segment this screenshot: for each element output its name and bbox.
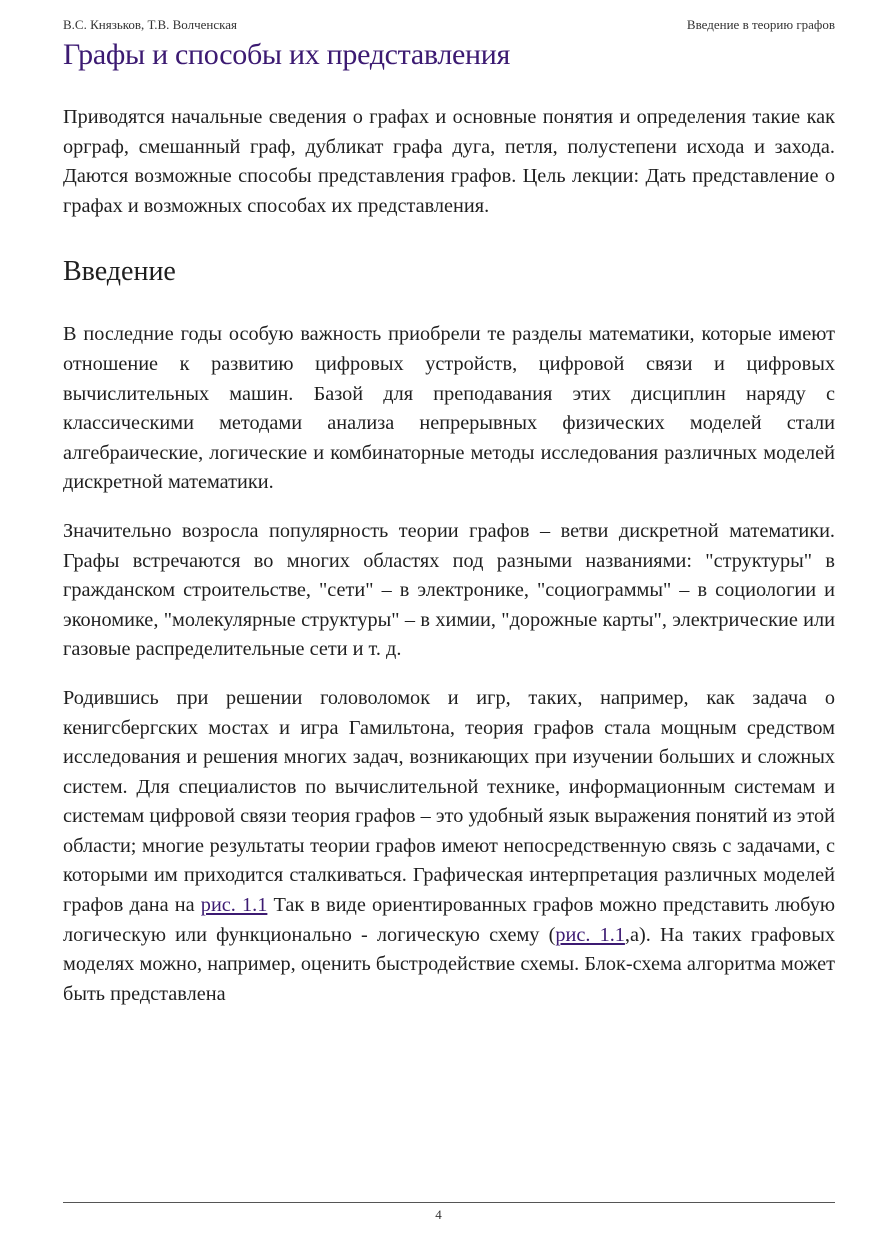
page-content bbox=[63, 103, 835, 1009]
figure-link[interactable]: рис. 1.1 bbox=[200, 894, 268, 917]
abstract-paragraph: Приводятся начальные сведения о графах и основные понятия и определения такие как орграф, смешанный граф, дубликат графа дуга, петля, полустепени исхода и захода. Даются возможные способы представления графов. Цель лекции: Дать представление о графах и возможных способах их представления. bbox=[63, 106, 835, 217]
intro-paragraph-2: Значительно возросла популярность теории графов – ветви дискретной математики. Графы встречаются во многих областях под разными названиями: "структуры" в гражданском строительстве, "сети" – в электронике, "социограммы" – в социологии и экономике, "молекулярные структуры" – в химии, "дорожные карты", электрические или газовые распределительные сети и т. д. bbox=[63, 519, 835, 661]
page-header bbox=[63, 17, 835, 33]
lecture-title: Графы и способы их представления bbox=[63, 38, 511, 71]
paragraph-text: Родившись при решении головоломок и игр, таких, например, как задача о кенигсбергских мостах и игра Гамильтона, теория графов стала мощным средством исследования и решения многих задач, возникающих при изучении больших и сложных систем. Для специалистов по вычислительной технике, информационным системам и системам цифровой связи теория графов – это удобный язык выражения понятий из этой области; многие результаты теории графов имеют непосредственную связь с задачами, с которыми им приходится сталкиваться. Графическая интерпретация различных моделей графов дана на bbox=[63, 686, 835, 917]
paragraph-text: ,а). На таких графовых моделях можно, например, оценить быстродействие схемы. Блок-схема алгоритма может быть представлена bbox=[63, 923, 835, 1005]
paragraph-text: Так в виде ориентированных графов можно представить любую логическую или функционально - логическую схему ( bbox=[63, 894, 836, 946]
header-course-title: Введение в теорию графов bbox=[686, 17, 835, 32]
footer-divider bbox=[63, 1202, 835, 1203]
section-heading: Введение bbox=[63, 256, 176, 288]
intro-paragraph-3 bbox=[63, 684, 835, 1010]
figure-link[interactable]: рис. 1.1 bbox=[555, 923, 625, 946]
page-number: 4 bbox=[435, 1207, 442, 1222]
header-authors: В.С. Князьков, Т.В. Волченская bbox=[63, 17, 238, 32]
intro-paragraph-1: В последние годы особую важность приобрели те разделы математики, которые имеют отношение к развитию цифровых устройств, цифровой связи и цифровых вычислительных машин. Базой для преподавания этих дисциплин наряду с классическими методами анализа непрерывных физических моделей стали алгебраические, логические и комбинаторные методы исследования различных моделей дискретной математики. bbox=[63, 323, 835, 494]
